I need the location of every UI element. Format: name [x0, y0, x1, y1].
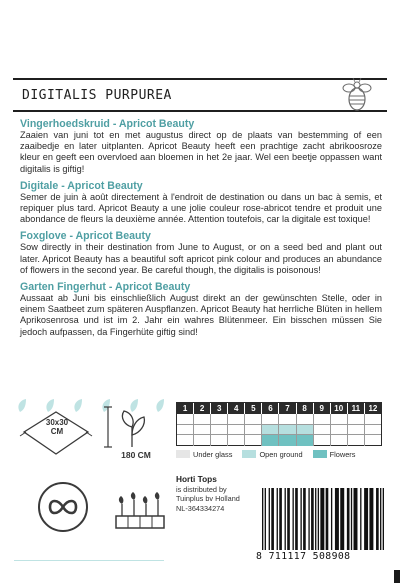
barcode-bar: [369, 488, 373, 550]
section-body: Zaaien van juni tot en met augustus direct op de plaats van bestemming of een zaaibedje en later uitplanten. Apricot Beauty heeft een prachtige zacht abrikoosroze kleur en geeft een overvloed aan bloemen in het 2e jaar. Wel een beetje oppassen want digitalis is giftig!: [20, 130, 382, 174]
calendar-cell: [211, 414, 228, 424]
calendar-cell: [279, 435, 296, 446]
calendar-month-3: 3: [211, 403, 228, 414]
barcode-bar: [315, 488, 316, 550]
calendar-legend: [176, 448, 382, 460]
barcode-bar: [293, 488, 294, 550]
calendar-row: [177, 425, 381, 436]
calendar-cell: [228, 435, 245, 446]
section-title: Vingerhoedskruid - Apricot Beauty: [20, 118, 195, 130]
calendar-cell: [348, 414, 365, 424]
calendar-cell: [194, 435, 211, 446]
barcode-bar: [376, 488, 379, 550]
calendar-cell: [331, 435, 348, 446]
calendar-cell: [365, 414, 381, 424]
section-body: Semer de juin à août directement à l'endroit de destination ou dans un bac à semis, et repiquer plus tard. Apricot Beauty a une jolie couleur rose-abricot tendre et produit une abondance de fleurs la deuxième année. Attention toutefois, car la digitale est toxique!: [20, 191, 382, 225]
barcode-bar: [347, 488, 350, 550]
legend-swatch-open-ground: [242, 450, 256, 458]
calendar-cell: [194, 414, 211, 424]
latin-name: DIGITALIS PURPUREA: [22, 88, 172, 103]
distributor-name: Horti Tops: [176, 474, 217, 484]
barcode-bar: [308, 488, 309, 550]
section-body: Aussaat ab Juni bis einschließlich August direkt an der gewünschten Stelle, oder in einem Saatbeet zum späteren Auspflanzen. Apricot Beauty hat herrliche Blüten in hellem Aprikosenrosa und ist im 2. Jahr ein wahres Blütenmeer. Ein bisschen müssen Sie jedoch aufpassen, da Fingerhüte giftig sind!: [20, 293, 382, 337]
calendar-row: [177, 414, 381, 425]
plant-height-icon: [102, 405, 166, 449]
barcode-bar: [340, 488, 344, 550]
legend-label: Under glass: [193, 449, 233, 459]
calendar-month-10: 10: [331, 403, 348, 414]
calendar-month-8: 8: [297, 403, 314, 414]
section-dutch: [20, 118, 382, 175]
distributor-line: is distributed by: [176, 485, 227, 494]
calendar-cell: [245, 425, 262, 435]
barcode-bar: [285, 488, 286, 550]
legend-label: Open ground: [259, 449, 303, 459]
barcode-bar: [380, 488, 381, 550]
seed-tray-icon: [112, 486, 168, 534]
calendar-month-header: [177, 403, 381, 414]
calendar-cell: [177, 414, 194, 424]
barcode-bar: [269, 488, 270, 550]
calendar-cell: [245, 435, 262, 446]
barcode-bar: [354, 488, 358, 550]
calendar-cell: [245, 414, 262, 424]
section-german: [20, 281, 382, 338]
calendar-cell: [194, 425, 211, 435]
calendar-cell: [211, 425, 228, 435]
calendar-month-11: 11: [348, 403, 365, 414]
calendar-cell: [297, 425, 314, 435]
bee-icon: [340, 76, 374, 116]
legend-swatch-flowers: [313, 450, 327, 458]
barcode-bar: [300, 488, 301, 550]
calendar-cell: [314, 414, 331, 424]
calendar-month-5: 5: [245, 403, 262, 414]
calendar-cell: [314, 425, 331, 435]
sowing-calendar: [176, 402, 382, 446]
calendar-month-12: 12: [368, 404, 378, 413]
barcode-bar: [295, 488, 298, 550]
barcode-bar: [265, 488, 266, 550]
plant-height-label: 180 CM: [121, 450, 151, 460]
calendar-cell: [228, 414, 245, 424]
barcode-bar: [318, 488, 319, 550]
section-body: Sow directly in their destination from June to August, or on a seed bed and plant out later. Apricot Beauty has a beautiful soft apricot pink colour and produces an abundance of flowers in the second year. Be careful though, the digitalis is poisonous!: [20, 242, 382, 275]
calendar-cell: [331, 425, 348, 435]
top-blank-area: [0, 0, 400, 68]
calendar-month-1: 1: [177, 403, 194, 414]
distributor-line: Tuinplus bv Holland: [176, 494, 240, 504]
perennial-infinity-icon: [36, 480, 90, 534]
section-french: [20, 180, 382, 226]
calendar-cell: [297, 414, 314, 424]
calendar-cell: [365, 425, 381, 435]
legend-swatch-under-glass: [176, 450, 190, 458]
section-title: Foxglove - Apricot Beauty: [20, 230, 151, 243]
spacing-label: 30x30 CM: [45, 418, 69, 436]
barcode-bar: [351, 488, 352, 550]
calendar-cell: [262, 435, 279, 446]
calendar-cell: [279, 425, 296, 435]
barcode-bar: [262, 488, 263, 550]
calendar-cell: [228, 425, 245, 435]
leaf-divider: [14, 560, 164, 561]
calendar-grid: [177, 414, 381, 446]
section-title: Garten Fingerhut - Apricot Beauty: [20, 281, 191, 294]
section-title: Digitale - Apricot Beauty: [20, 179, 143, 192]
calendar-month-9: 9: [314, 403, 331, 414]
edge-marker: [394, 570, 400, 583]
barcode-bar: [360, 488, 361, 550]
calendar-cell: [348, 425, 365, 435]
barcode-bar: [277, 488, 278, 550]
section-english: [20, 230, 382, 276]
calendar-cell: [262, 414, 279, 424]
barcode-bar: [320, 488, 324, 550]
barcode-bar: [335, 488, 339, 550]
calendar-cell: [365, 435, 381, 446]
barcode-bar: [326, 488, 329, 550]
barcode-bar: [364, 488, 368, 550]
barcode-bar: [311, 488, 314, 550]
barcode-number: 8 711117 508908: [256, 551, 351, 562]
calendar-month-2: 2: [194, 403, 211, 414]
calendar-month-4: 4: [228, 403, 245, 414]
distributor-line: NL-364334274: [176, 503, 225, 513]
barcode-bar: [287, 488, 290, 550]
barcode-bar: [279, 488, 282, 550]
calendar-cell: [177, 435, 194, 446]
calendar-cell: [177, 425, 194, 435]
calendar-row: [177, 435, 381, 446]
description-content: [20, 118, 382, 343]
calendar-cell: [331, 414, 348, 424]
calendar-cell: [348, 435, 365, 446]
barcode: [258, 488, 388, 550]
calendar-cell: [279, 414, 296, 424]
calendar-cell: [297, 435, 314, 446]
barcode-bar: [303, 488, 306, 550]
barcode-bar: [331, 488, 332, 550]
legend-label: Flowers: [329, 449, 356, 459]
calendar-cell: [211, 435, 228, 446]
calendar-month-7: 7: [279, 403, 296, 414]
barcode-bar: [271, 488, 274, 550]
barcode-bar: [383, 488, 384, 550]
calendar-cell: [314, 435, 331, 446]
calendar-month-6: 6: [262, 403, 279, 414]
calendar-cell: [262, 425, 279, 435]
